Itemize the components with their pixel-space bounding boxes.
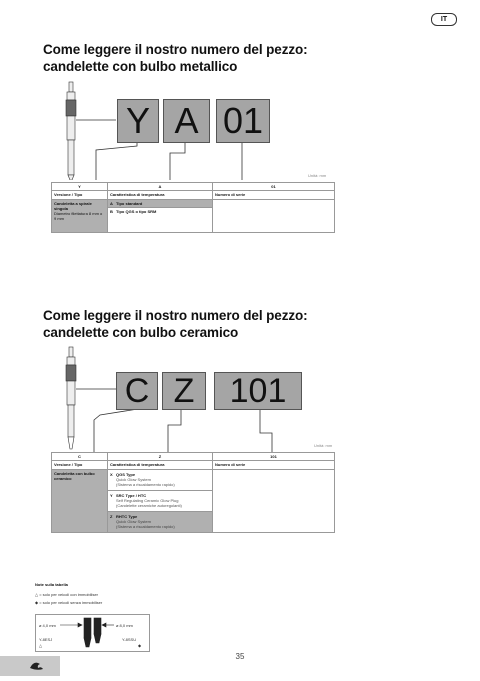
temp-option-a: A Tipo standard [108,200,212,207]
code-version-y: Y [117,99,159,143]
plug-tips-icon [36,615,149,651]
section2-title-line1: Come leggere il nostro numero del pezzo: [43,308,308,323]
version-title: Candeletta con bulbo ceramico [54,471,95,481]
version-desc: Diametro filettatura 8 mm o 9 mm [54,211,103,221]
temp-option-x: X QGS Type Quick Glow System (Sistema a riscaldamento rapido) [110,472,175,487]
col-header: C [52,453,108,461]
section2-table [51,452,335,533]
section1-title-line1: Come leggere il nostro numero del pezzo: [43,42,308,57]
triangle-icon: △ [35,592,39,597]
table-subheader-row [52,461,335,470]
col-header: 101 [213,453,335,461]
table-header-row [52,453,335,461]
diamond-icon: ◆ [138,643,142,648]
plug-comparison-figure [35,614,150,652]
triangle-icon: △ [39,643,43,648]
subheader: Versione / Tipo [52,191,108,200]
code-temp-a: A [163,99,210,143]
note-item: ◆ = solo per veicoli senza immobiliser [35,600,103,605]
right-code: Y-8SSU [122,637,137,642]
left-diameter: ø 4,0 mm [39,623,56,628]
version-cell [52,470,108,533]
section1-title [43,41,308,75]
subheader: Numero di serie [213,461,335,470]
col-header: A [108,183,213,191]
temp-cell [108,200,213,233]
code-series-101: 101 [214,372,302,410]
glow-plug-metal-icon [66,82,76,180]
version-cell [52,200,108,233]
temp-cell [108,470,213,533]
units-label: Unità: mm [308,173,327,178]
code-version-c: C [116,372,158,410]
section2-title-line2: candelette con bulbo ceramico [43,325,239,340]
col-header: Z [108,453,213,461]
series-cell [213,470,335,533]
table-subheader-row [52,191,335,200]
language-badge: IT [431,13,457,26]
temp-option-z: Z RHTC Type Quick Glow System (Sistema a riscaldamento rapido) [108,511,212,532]
section1-title-line2: candelette con bulbo metallico [43,59,238,74]
code-temp-z: Z [162,372,206,410]
code-series-01: 01 [216,99,270,143]
diamond-icon: ◆ [35,600,39,605]
section1-table [51,182,335,233]
glow-plug-ceramic-icon [66,347,76,449]
left-code: Y-8ESJ [39,637,53,642]
series-cell [213,200,335,233]
table-header-row [52,183,335,191]
temp-option-y: Y SRC Type / HTC Self Regulating Ceramic Glow Plug (Candelette ceramiche autoregolanti) [108,490,212,511]
subheader: Caratteristica di temperatura [108,461,213,470]
section2-title [43,307,308,341]
temp-option-b: B Tipo QGS o tipo SRM [108,207,212,215]
subheader: Numero di serie [213,191,335,200]
subheader: Versione / Tipo [52,461,108,470]
table-row [52,470,335,533]
right-diameter: ø 8,0 mm [116,623,133,628]
note-item: △ = solo per veicoli con immobiliser [35,592,99,597]
table-row [52,200,335,233]
col-header: 01 [213,183,335,191]
page-number: 35 [235,652,245,661]
notes-title: Note sulla tabella [35,582,68,587]
subheader: Caratteristica di temperatura [108,191,213,200]
col-header: Y [52,183,108,191]
version-title: Candeletta a spirale singola [54,201,92,211]
units-label: Unità: mm [314,443,333,448]
